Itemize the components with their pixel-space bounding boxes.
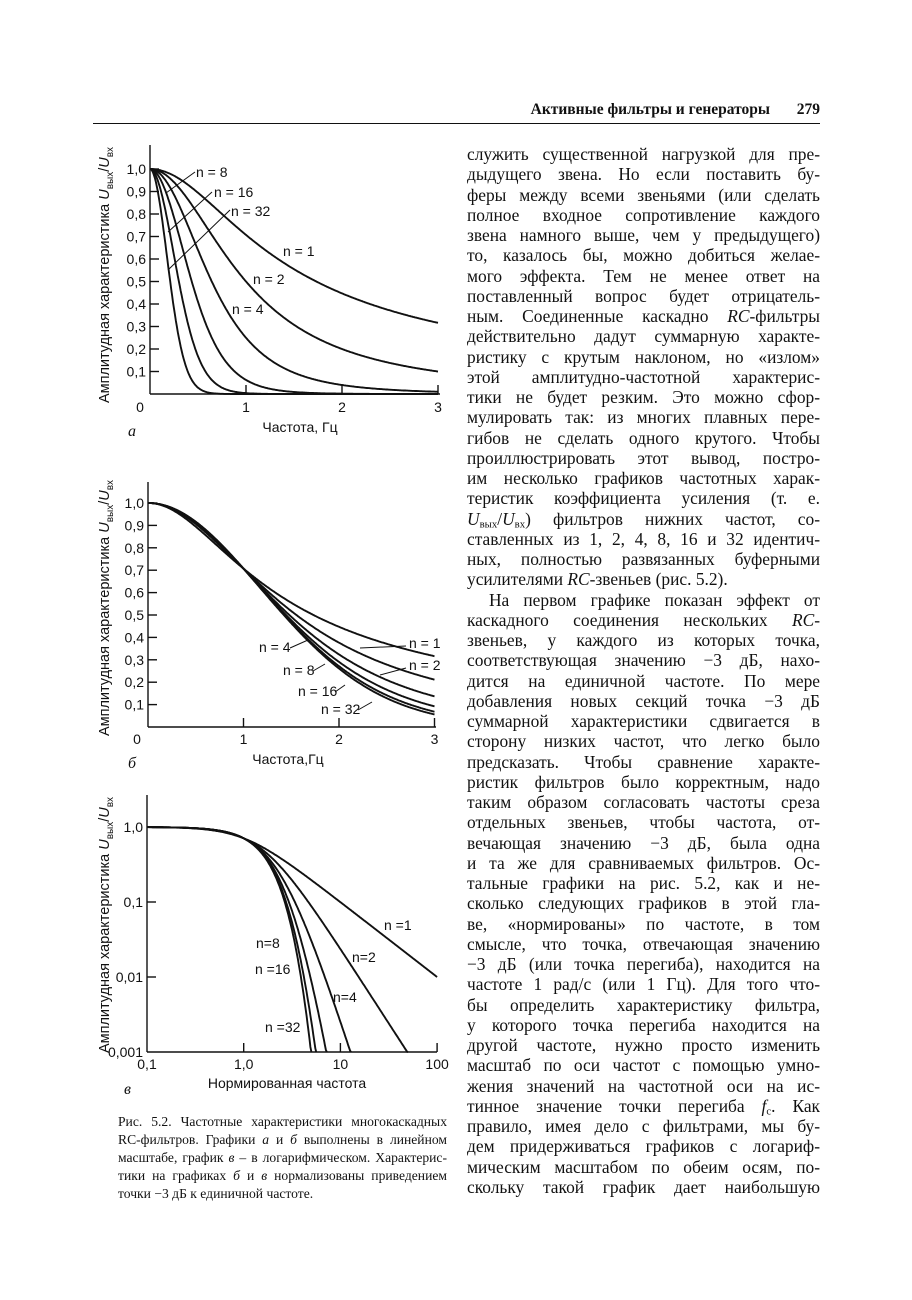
y-tick-label: 0,8 xyxy=(126,206,146,222)
text-run: и xyxy=(239,1167,262,1183)
series-label: n = 4 xyxy=(232,301,264,317)
text-run: На первом графике показан эффект от xyxy=(489,589,820,610)
text-run: теристик коэффициента усиления (т. е. xyxy=(467,488,820,509)
x-tick-label: 1 xyxy=(242,399,250,415)
x-axis-label: Частота,Гц xyxy=(252,751,324,767)
text-run: мулировать так: из многих плавных пере- xyxy=(467,407,820,428)
text-run: дем придерживаться графиков с логариф- xyxy=(467,1136,820,1157)
text-run: усилителями xyxy=(467,569,568,590)
y-tick-label: 1,0 xyxy=(123,819,143,835)
panel-letter: б xyxy=(128,755,137,772)
text-run: бы определить характеристику фильтра, xyxy=(467,994,820,1015)
y-axis-label-part: Амплитудная характеристика xyxy=(97,849,113,1054)
text-run: сторону низких частот, что легко было xyxy=(467,731,820,752)
y-axis-label-part: U xyxy=(97,490,113,501)
text-run: проиллюстрировать этот вывод, постро- xyxy=(467,447,820,468)
y-tick-label: 0,2 xyxy=(126,341,146,357)
text-run: ) фильтров нижних частот, со- xyxy=(525,508,820,529)
curve-n1 xyxy=(148,503,435,656)
italic-run: U xyxy=(467,508,480,529)
y-tick-label: 0,9 xyxy=(124,517,144,534)
text-run: дится на единичной частоте. По мере xyxy=(467,670,820,691)
caption-line xyxy=(118,1131,447,1149)
series-label: n = 8 xyxy=(196,164,228,180)
x-tick-label: 0 xyxy=(133,731,141,747)
label-leader-line xyxy=(168,210,230,270)
italic-run: в xyxy=(261,1167,268,1183)
y-tick-label: 0,8 xyxy=(124,539,144,556)
curve-n16 xyxy=(148,503,435,712)
text-run: тики на графиках xyxy=(118,1167,234,1183)
text-run: таким образом согласовать частоты среза xyxy=(467,792,820,812)
caption-line xyxy=(118,1149,447,1167)
x-tick-label: 3 xyxy=(430,731,439,747)
x-tick-label: 1 xyxy=(239,731,248,747)
series-label: n = 2 xyxy=(409,657,441,673)
text-run: – в логарифмическом. Характерис- xyxy=(234,1149,447,1165)
y-axis-label-part: Амплитудная характеристика xyxy=(97,532,113,737)
panel-letter: в xyxy=(124,1081,131,1098)
y-axis-label-part: вх xyxy=(105,146,116,158)
text-run: -звеньев (рис. 5.2). xyxy=(589,569,728,590)
text-run: жения значений на частотной оси на ис- xyxy=(467,1075,820,1096)
text-run: мого эффекта. Тем не менее ответ на xyxy=(467,265,820,286)
y-tick-label: 0,001 xyxy=(107,1044,143,1060)
series-label: n = 1 xyxy=(409,635,441,651)
caption-line xyxy=(118,1185,447,1203)
subscript-run: c xyxy=(766,1105,772,1118)
text-run: гибов не сделать одного крутого. Чтобы xyxy=(467,427,820,448)
curve-n1 xyxy=(147,827,437,977)
page-number: 279 xyxy=(796,101,820,118)
curve-n8 xyxy=(150,169,438,394)
y-axis-label-part: вых xyxy=(105,821,116,840)
y-axis-label-part: вх xyxy=(105,796,116,808)
text-run: смысле, что точка, отвечающая значению xyxy=(467,933,820,954)
curve-n2 xyxy=(148,503,435,680)
y-axis-label-part: / xyxy=(97,817,113,822)
figure-caption xyxy=(118,1113,447,1202)
y-axis-label-part: U xyxy=(97,839,113,850)
y-tick-label: 0,5 xyxy=(124,607,144,623)
series-label: n = 32 xyxy=(321,701,361,717)
x-tick-label: 2 xyxy=(338,399,346,415)
label-leader-line xyxy=(380,668,406,675)
y-tick-label: 0,1 xyxy=(124,696,144,713)
text-run: масштаб по оси частот с помощью умно- xyxy=(467,1055,820,1076)
series-label: n = 1 xyxy=(283,243,315,259)
text-run: соответствующая значению −3 дБ, нахо- xyxy=(467,650,820,671)
caption-line xyxy=(118,1167,447,1185)
y-axis-label-part: U xyxy=(97,189,113,200)
italic-run: а xyxy=(262,1131,270,1147)
text-run: -фильтры xyxy=(749,306,820,326)
text-run: суммарной характеристики сдвигается в xyxy=(467,711,820,731)
text-run: предсказать. Чтобы сравнение характе- xyxy=(467,751,820,772)
italic-run: б xyxy=(290,1131,297,1147)
series-label: n = 4 xyxy=(259,639,291,655)
y-tick-label: 0,1 xyxy=(123,894,143,910)
text-run: добавления новых секций точка −3 дБ xyxy=(467,690,820,711)
text-run: масштабе, график xyxy=(118,1149,229,1165)
y-tick-label: 0,3 xyxy=(124,651,144,668)
text-run: ве, «нормированы» по частоте, в том xyxy=(467,913,820,934)
text-run: и та же для сравниваемых фильтров. Ос- xyxy=(467,852,820,873)
y-tick-label: 0,3 xyxy=(126,318,146,335)
running-head-title: Активные фильтры и генераторы xyxy=(530,101,770,118)
x-tick-label: 2 xyxy=(335,731,343,747)
italic-run: RC xyxy=(791,609,815,630)
y-tick-label: 0,7 xyxy=(124,562,144,579)
x-axis-label: Нормированная частота xyxy=(207,1075,367,1091)
text-run: дыдущего звена. Но если поставить бу- xyxy=(467,164,820,185)
y-tick-label: 0,7 xyxy=(126,228,146,245)
y-axis-label-part: вх xyxy=(105,479,116,491)
text-run: отдельных звеньев, чтобы частота, от- xyxy=(467,812,820,833)
y-axis-label-part: U xyxy=(97,807,113,818)
subscript-run: вх xyxy=(514,518,526,531)
text-run: ным. Соединенные каскадно xyxy=(467,306,728,326)
text-run: звеньев, у каждого из которых точка, xyxy=(467,630,820,650)
italic-run: U xyxy=(502,508,515,529)
text-run: звена намного выше, чем у предыдущего) xyxy=(467,225,820,245)
text-run: феры между всеми звеньями (или сделать xyxy=(467,184,820,205)
text-run: этой амплитудно-частотной характерис- xyxy=(467,366,820,387)
text-run: ристик фильтров было корректным, надо xyxy=(467,771,820,792)
text-run: вечающая значению −3 дБ, была одна xyxy=(467,832,820,853)
y-tick-label: 0,4 xyxy=(126,296,146,312)
italic-run: в xyxy=(228,1149,235,1165)
text-run: у которого точка перегиба находится на xyxy=(467,1014,820,1035)
text-run: мическим масштабом по обеим осям, по- xyxy=(467,1156,820,1177)
series-label: n = 8 xyxy=(283,662,315,678)
text-run: нормализованы приведением xyxy=(267,1167,447,1183)
y-axis-label-part: / xyxy=(97,500,113,505)
series-label: n =32 xyxy=(265,1019,301,1035)
text-run: RC-фильтров. Графики xyxy=(118,1131,263,1147)
y-axis-label-part: вых xyxy=(105,171,116,190)
series-label: n = 2 xyxy=(253,271,285,287)
text-run: ных, полностью развязанных буферными xyxy=(467,549,820,569)
y-axis-label xyxy=(97,797,116,1053)
text-run: выполнены в линейном xyxy=(296,1131,447,1147)
text-run: служить существенной нагрузкой для пре- xyxy=(467,144,820,164)
italic-run: f xyxy=(761,1095,767,1116)
italic-run: RC xyxy=(567,569,590,590)
x-tick-label: 0 xyxy=(136,399,144,415)
x-tick-label: 1,0 xyxy=(233,1056,254,1072)
text-run: правило, имея дело с фильтрами, мы бу- xyxy=(467,1116,820,1136)
text-run: ставленных из 1, 2, 4, 8, 16 и 32 идентич- xyxy=(467,528,820,549)
caption-line xyxy=(118,1113,447,1131)
curve-n32 xyxy=(150,169,438,394)
y-axis-label-part: Амплитудная характеристика xyxy=(97,199,113,404)
y-tick-label: 0,6 xyxy=(126,251,146,267)
series-label: n=2 xyxy=(352,949,376,965)
series-label: n = 16 xyxy=(298,683,338,699)
series-label: n =16 xyxy=(255,961,291,977)
y-tick-label: 0,01 xyxy=(115,969,143,985)
text-run: каскадного соединения нескольких xyxy=(467,609,792,630)
text-run: действительно дадут суммарную характе- xyxy=(467,326,820,347)
y-axis-label-part: U xyxy=(97,157,113,168)
series-label: n=8 xyxy=(256,935,280,951)
series-label: n=4 xyxy=(333,989,357,1005)
x-axis-label: Частота, Гц xyxy=(262,419,338,435)
text-run: тики не будет резким. Это можно сфор- xyxy=(467,387,820,407)
x-tick-label: 100 xyxy=(425,1056,449,1072)
series-label: n = 32 xyxy=(231,203,271,219)
subscript-run: вых xyxy=(479,518,498,531)
y-tick-label: 1,0 xyxy=(124,495,144,511)
text-run: −3 дБ (или точка перегиба), находится на xyxy=(467,954,820,974)
text-run: - xyxy=(814,609,820,630)
text-run: Рис. 5.2. Частотные характеристики многокаскадных xyxy=(118,1114,447,1129)
text-run: полное входное сопротивление каждого xyxy=(467,204,820,225)
label-leader-line xyxy=(290,640,308,648)
panel-letter: а xyxy=(128,423,136,440)
curve-n16 xyxy=(150,169,438,394)
y-tick-label: 0,6 xyxy=(124,584,144,601)
y-tick-label: 1,0 xyxy=(126,161,146,177)
text-run: точки −3 дБ к единичной частоте. xyxy=(118,1185,314,1201)
text-run: . Как xyxy=(771,1095,820,1116)
text-run: им несколько графиков частотных харак- xyxy=(467,468,820,488)
y-axis-label xyxy=(97,480,116,736)
text-run: тинное значение точки перегиба xyxy=(467,1095,762,1116)
text-run: и xyxy=(269,1131,291,1147)
text-run: другой частоте, нужно просто изменить xyxy=(467,1035,820,1055)
text-run: скольку такой график дает наибольшую xyxy=(467,1176,820,1197)
text-run: ристику с крутым наклоном, но «излом» xyxy=(467,346,820,367)
y-axis-label-part: / xyxy=(97,167,113,172)
text-run: частоте 1 рад/с (или 1 Гц). Для того что- xyxy=(467,974,820,995)
text-run: тальные графики на рис. 5.2, как и не- xyxy=(467,873,820,893)
y-tick-label: 0,5 xyxy=(126,273,146,290)
label-leader-line xyxy=(313,664,325,671)
text-run: сколько следующих графиков в этой гла- xyxy=(467,893,820,914)
x-tick-label: 0,1 xyxy=(137,1056,157,1072)
text-run: поставленный вопрос будет отрицатель- xyxy=(467,285,820,306)
x-tick-label: 3 xyxy=(434,399,442,415)
y-axis-label xyxy=(97,147,116,403)
y-tick-label: 0,2 xyxy=(124,674,144,691)
y-axis-label-part: U xyxy=(97,522,113,533)
series-label: n =1 xyxy=(384,917,412,933)
series-label: n = 16 xyxy=(214,184,254,200)
italic-run: RC xyxy=(727,306,750,326)
italic-run: б xyxy=(233,1167,240,1183)
y-tick-label: 0,1 xyxy=(126,363,146,380)
y-tick-label: 0,9 xyxy=(126,183,146,200)
y-axis-label-part: вых xyxy=(105,504,116,523)
text-run: то, казалось бы, можно добиться желае- xyxy=(467,245,820,266)
text-run: / xyxy=(497,508,503,529)
curve-n4 xyxy=(150,169,438,392)
y-tick-label: 0,4 xyxy=(124,629,144,646)
x-tick-label: 10 xyxy=(332,1056,349,1072)
